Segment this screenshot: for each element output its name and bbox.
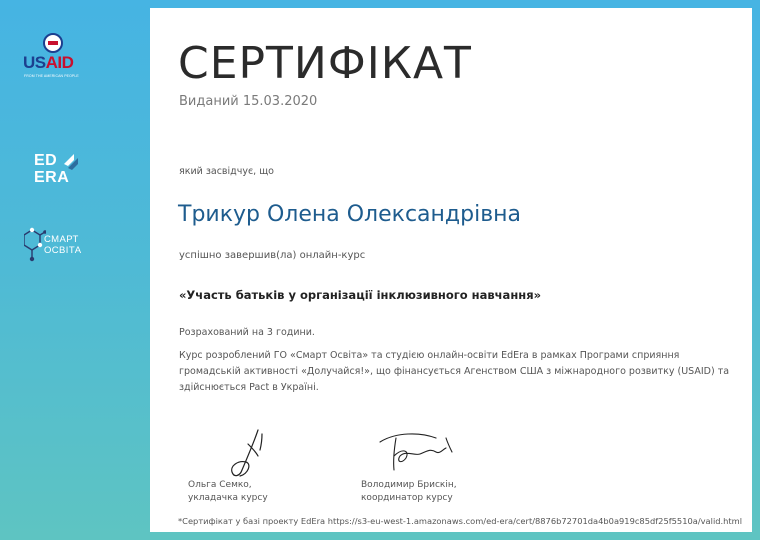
usaid-tagline: FROM THE AMERICAN PEOPLE xyxy=(24,74,79,78)
signer-2: Володимир Брискін, координатор курсу xyxy=(361,480,457,503)
verification-footnote: *Сертифікат у базі проекту EdEra https://s3-eu-west-1.amazonaws.com/ed-era/cert/8876b72701da4b0a919c85df25f5510a/valid.html xyxy=(178,516,743,526)
usaid-logo xyxy=(18,33,88,83)
completed-text: успішно завершив(ла) онлайн-курс xyxy=(179,250,366,261)
edera-arrow-icon xyxy=(64,154,82,174)
certifies-text: який засвідчує, що xyxy=(179,166,274,177)
issue-date: Виданий 15.03.2020 xyxy=(179,94,318,109)
signature-image xyxy=(218,426,278,482)
certificate-title: СЕРТИФІКАТ xyxy=(178,38,472,89)
signer-1: Ольга Семко, укладачка курсу xyxy=(188,480,268,503)
course-description: Курс розроблений ГО «Смарт Освіта» та студією онлайн-освіти EdEra в рамках Програми сприяння громадській активності «Долучайся!», що фінансується Агенством США з міжнародного розвитку (USAID) та здійснюється Pact в Україні. xyxy=(179,350,730,393)
edera-logo: ED ERA xyxy=(34,152,86,198)
molecule-icon xyxy=(24,222,46,266)
course-title: «Участь батьків у організації інклюзивного навчання» xyxy=(179,288,542,302)
smart-osvita-logo: СМАРТ ОСВІТА xyxy=(24,222,104,266)
course-hours: Розрахований на 3 години. xyxy=(179,327,315,338)
signature-image xyxy=(376,426,456,476)
recipient-name: Трикур Олена Олександрівна xyxy=(178,202,522,227)
usaid-seal-icon xyxy=(43,33,63,53)
usaid-wordmark: USAID xyxy=(23,53,74,72)
